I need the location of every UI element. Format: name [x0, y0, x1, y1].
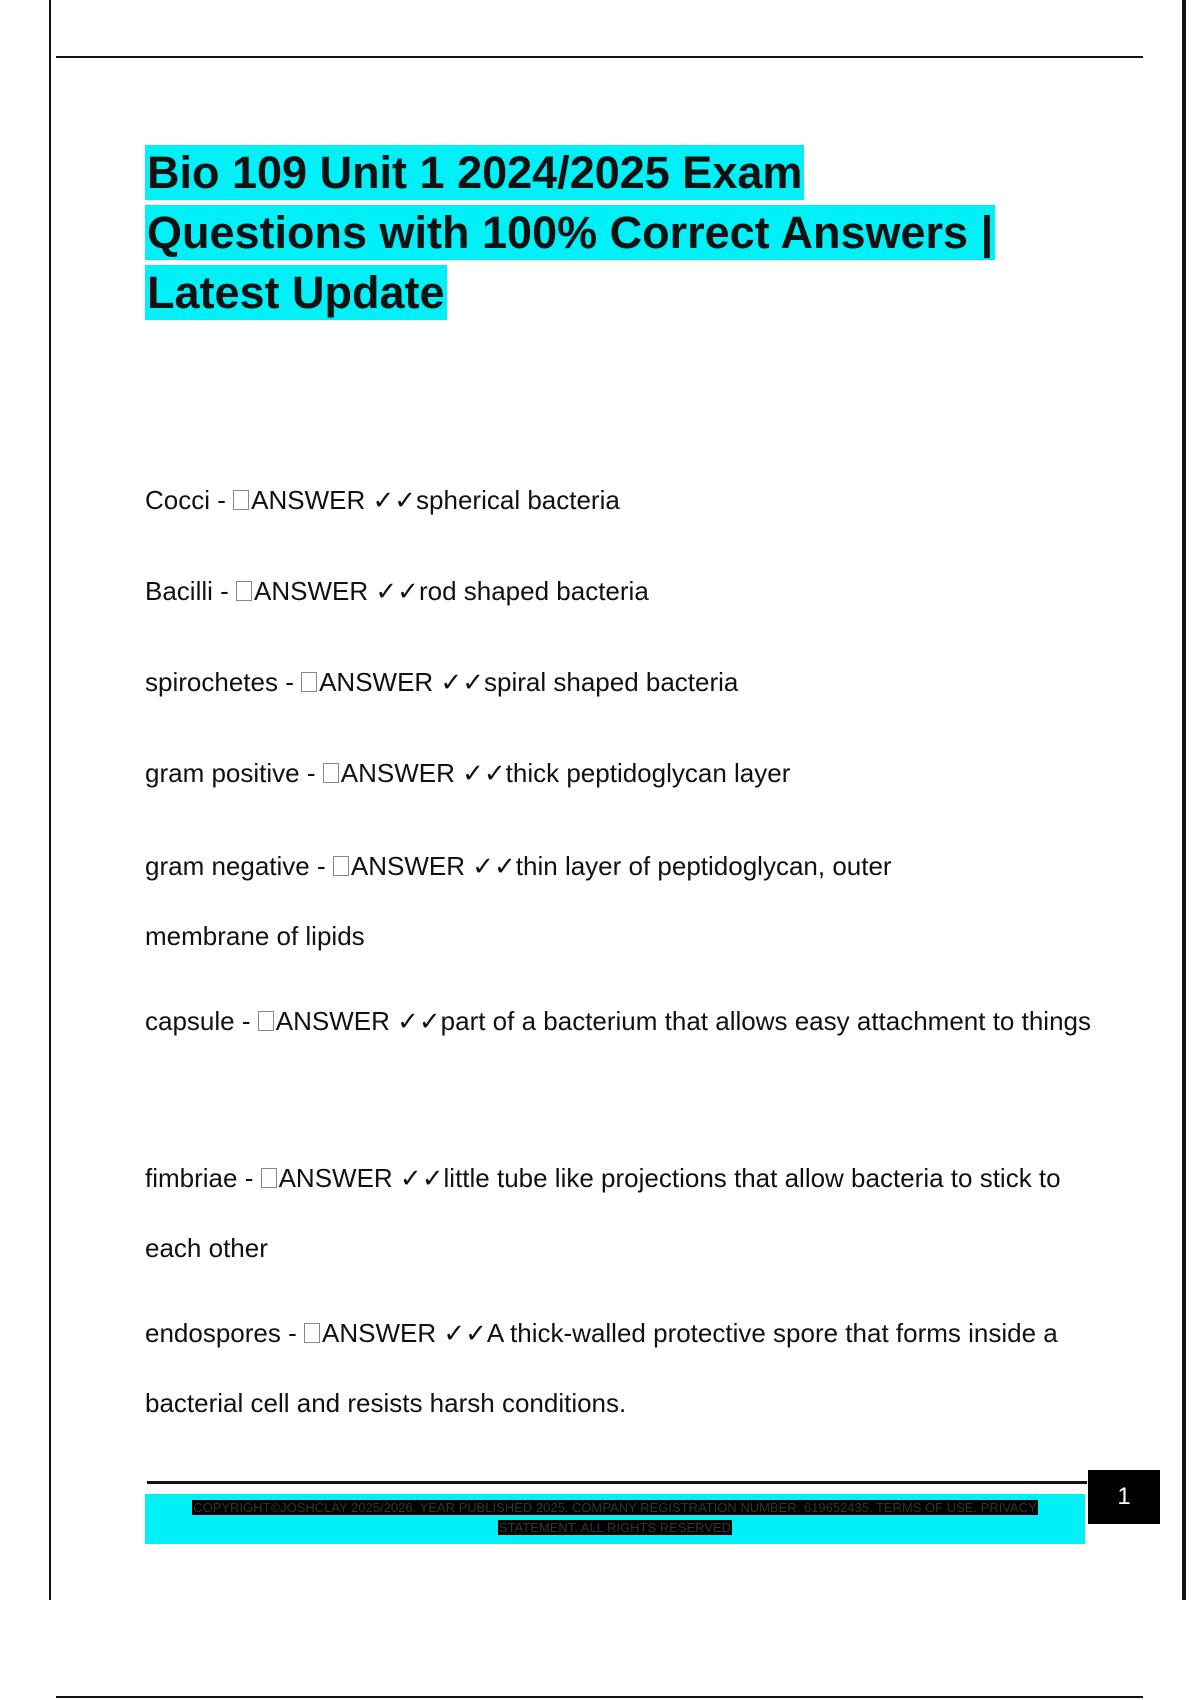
qa-item-capsule: capsule - ANSWER ✓✓part of a bacterium that allows easy attachment to things: [145, 1006, 1091, 1036]
missing-glyph-icon: [233, 490, 249, 510]
qa-term: gram positive: [145, 758, 300, 788]
qa-answer: thick peptidoglycan layer: [505, 758, 791, 788]
missing-glyph-icon: [323, 763, 339, 783]
qa-answer: rod shaped bacteria: [418, 576, 649, 606]
qa-answer: A thick-walled protective spore that forms inside a bacterial cell and resists harsh conditions.: [145, 1318, 1058, 1418]
missing-glyph-icon: [236, 581, 252, 601]
qa-answer: spiral shaped bacteria: [484, 667, 739, 697]
title-line-1: Bio 109 Unit 1 2024/2025 Exam: [147, 147, 803, 198]
qa-marker: ANSWER ✓✓: [322, 1318, 487, 1348]
missing-glyph-icon: [304, 1323, 320, 1343]
qa-marker: ANSWER ✓✓: [278, 1163, 444, 1193]
qa-marker: ANSWER ✓✓: [350, 851, 516, 881]
missing-glyph-icon: [333, 856, 349, 876]
page-border-left: [49, 0, 51, 1600]
next-page-rule: [56, 1696, 1143, 1698]
qa-item-fimbriae: fimbriae - ANSWER ✓✓little tube like projections that allow bacteria to stick to each other: [145, 1163, 1061, 1263]
title-line-2: Questions with 100% Correct Answers |: [147, 207, 994, 258]
missing-glyph-icon: [258, 1011, 274, 1031]
qa-item-bacilli: Bacilli - ANSWER ✓✓rod shaped bacteria: [145, 576, 649, 606]
qa-term: endospores: [145, 1318, 281, 1348]
title-line-3: Latest Update: [147, 267, 445, 318]
qa-answer: spherical bacteria: [416, 485, 620, 515]
qa-marker: ANSWER ✓✓: [254, 576, 419, 606]
document-title: [145, 143, 1105, 323]
qa-term: Cocci: [145, 485, 211, 515]
qa-item-gram-positive: gram positive - ANSWER ✓✓thick peptidoglycan layer: [145, 758, 791, 788]
qa-term: spirochetes: [145, 667, 278, 697]
qa-answer: thin layer of peptidoglycan, outer membrane of lipids: [145, 851, 892, 951]
qa-item-endospores: endospores - ANSWER ✓✓A thick-walled protective spore that forms inside a bacterial cell and resists harsh conditions.: [145, 1318, 1058, 1418]
copyright-line-2: STATEMENT. ALL RIGHTS RESERVED: [498, 1520, 732, 1535]
qa-item-cocci: Cocci - ANSWER ✓✓spherical bacteria: [145, 485, 620, 515]
qa-marker: ANSWER ✓✓: [251, 485, 417, 515]
missing-glyph-icon: [261, 1168, 277, 1188]
qa-answer: part of a bacterium that allows easy attachment to things: [440, 1006, 1091, 1036]
copyright-footer: [145, 1494, 1085, 1544]
missing-glyph-icon: [301, 672, 317, 692]
qa-marker: ANSWER ✓✓: [275, 1006, 441, 1036]
qa-item-gram-negative: gram negative - ANSWER ✓✓thin layer of peptidoglycan, outer membrane of lipids: [145, 851, 892, 951]
page-number: 1: [1088, 1470, 1160, 1524]
footer-rule: [147, 1481, 1087, 1484]
page-border-right: [1182, 0, 1186, 1600]
header-rule: [56, 56, 1143, 58]
qa-term: fimbriae: [145, 1163, 238, 1193]
qa-term: capsule: [145, 1006, 235, 1036]
qa-marker: ANSWER ✓✓: [340, 758, 506, 788]
qa-answer: little tube like projections that allow bacteria to stick to each other: [145, 1163, 1061, 1263]
copyright-line-1: COPYRIGHT©JOSHCLAY 2025/2026. YEAR PUBLISHED 2025. COMPANY REGISTRATION NUMBER: 619652435. TERMS OF USE. PRIVACY: [193, 1500, 1037, 1515]
qa-item-spirochetes: spirochetes - ANSWER ✓✓spiral shaped bacteria: [145, 667, 739, 697]
qa-term: gram negative: [145, 851, 310, 881]
qa-marker: ANSWER ✓✓: [319, 667, 484, 697]
qa-term: Bacilli: [145, 576, 213, 606]
